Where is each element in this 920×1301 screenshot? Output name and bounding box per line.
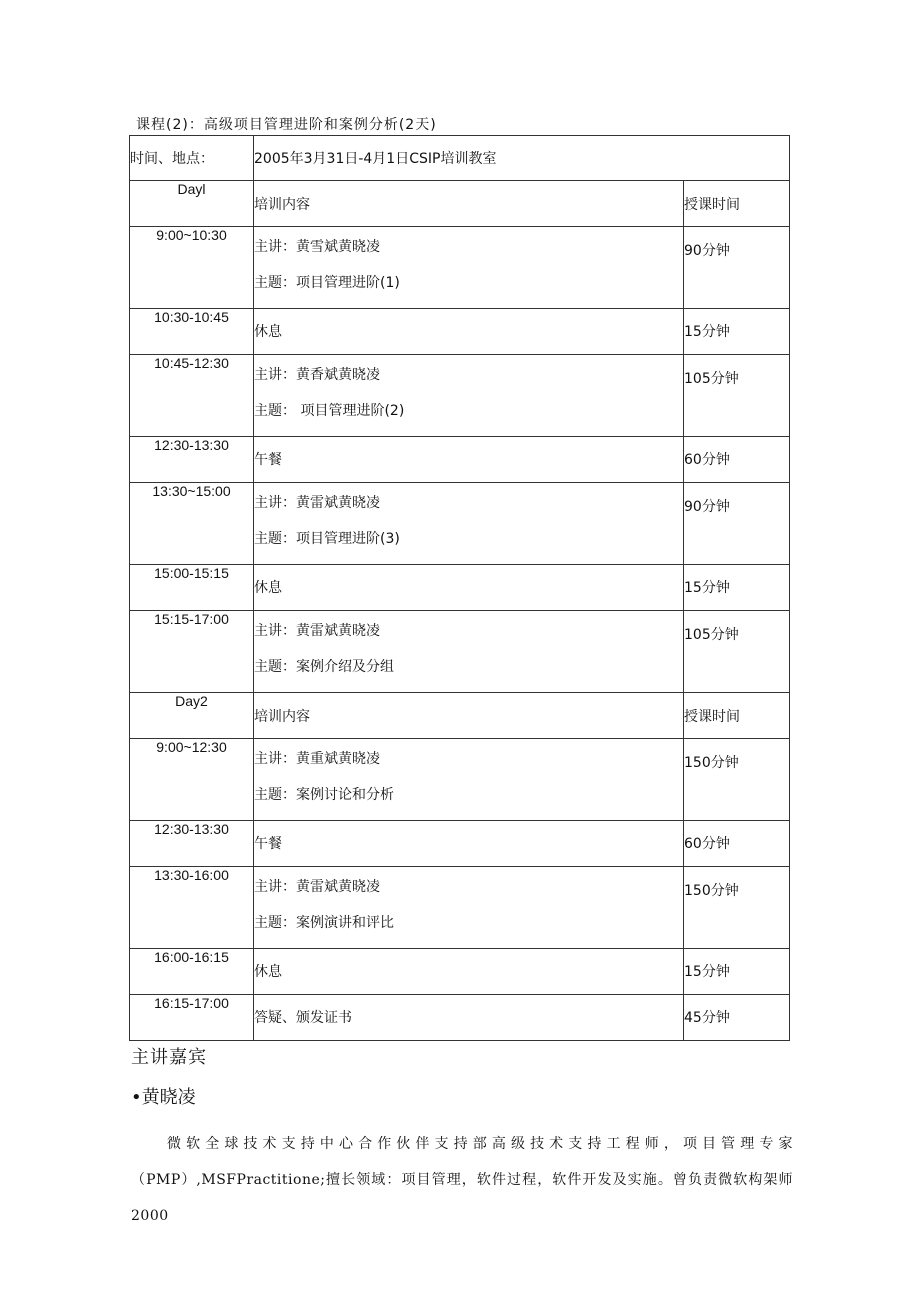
time-slot: 9:00~10:30 [130, 227, 254, 309]
section-heading: 主讲嘉宾 [131, 1047, 207, 1068]
session-content [254, 949, 684, 995]
duration-value: 90分钟 [684, 499, 730, 515]
schedule-row [130, 227, 790, 309]
duration [684, 355, 790, 437]
time-slot: 13:30-16:00 [130, 867, 254, 949]
session-line-1: 午餐 [254, 451, 282, 468]
speaker-name: •黄晓凌 [131, 1087, 196, 1108]
session-line-1: 答疑、颁发证书 [254, 1009, 352, 1026]
session-content [254, 309, 684, 355]
session-line-1: 主讲：黄香斌黄晓凌 [254, 367, 380, 383]
schedule-row [130, 565, 790, 611]
duration [684, 867, 790, 949]
content-header: 培训内容 [254, 693, 684, 739]
time-slot: 9:00~12:30 [130, 739, 254, 821]
session-line-2: 主题：案例讨论和分析 [254, 787, 394, 803]
schedule-row [130, 309, 790, 355]
location-label: 时间、地点： [130, 136, 254, 181]
time-slot: 12:30-13:30 [130, 821, 254, 867]
session-content [254, 739, 684, 821]
time-slot: 12:30-13:30 [130, 437, 254, 483]
duration-value: 15分钟 [684, 323, 730, 340]
session-content [254, 437, 684, 483]
duration [684, 483, 790, 565]
session-content [254, 867, 684, 949]
schedule-row [130, 355, 790, 437]
duration-value: 15分钟 [684, 963, 730, 980]
time-slot: 10:45-12:30 [130, 355, 254, 437]
time-slot: 10:30-10:45 [130, 309, 254, 355]
duration [684, 611, 790, 693]
duration [684, 565, 790, 611]
speaker-bio: 微软全球技术支持中心合作伙伴支持部高级技术支持工程师，项目管理专家（PMP）,MSFPractitione;擅长领域：项目管理，软件过程，软件开发及实施。曾负责微软构架师2000 [131, 1136, 793, 1224]
duration [684, 995, 790, 1041]
session-line-1: 主讲：黄雷斌黄晓凌 [254, 879, 380, 895]
session-line-1: 主讲：黄雪斌黄晓凌 [254, 239, 380, 255]
duration [684, 227, 790, 309]
session-content [254, 821, 684, 867]
duration-value: 60分钟 [684, 451, 730, 468]
schedule-row [130, 949, 790, 995]
session-line-1: 休息 [254, 579, 282, 596]
duration-header: 授课时间 [684, 693, 790, 739]
time-slot: 16:15-17:00 [130, 995, 254, 1041]
duration [684, 821, 790, 867]
location-value: 2005年3月31日-4月1日CSIP培训教室 [254, 136, 790, 181]
session-line-2: 主题：项目管理进阶(3) [254, 531, 400, 547]
duration [684, 309, 790, 355]
session-content [254, 227, 684, 309]
duration-value: 90分钟 [684, 243, 730, 259]
session-line-2: 主题：案例介绍及分组 [254, 659, 394, 675]
schedule-row [130, 867, 790, 949]
session-content [254, 483, 684, 565]
day-header-row [130, 693, 790, 739]
duration-value: 15分钟 [684, 579, 730, 596]
duration [684, 739, 790, 821]
session-line-1: 午餐 [254, 835, 282, 852]
session-line-2: 主题：案例演讲和评比 [254, 915, 394, 931]
duration-value: 150分钟 [684, 883, 739, 899]
session-line-2: 主题： 项目管理进阶(2) [254, 403, 405, 419]
time-slot: 16:00-16:15 [130, 949, 254, 995]
schedule-row [130, 483, 790, 565]
duration-value: 105分钟 [684, 627, 739, 643]
duration [684, 437, 790, 483]
session-content [254, 355, 684, 437]
schedule-row [130, 739, 790, 821]
duration-value: 60分钟 [684, 835, 730, 852]
schedule-row [130, 437, 790, 483]
schedule-table [129, 135, 790, 1041]
schedule-row [130, 611, 790, 693]
duration-value: 45分钟 [684, 1009, 730, 1026]
schedule-row [130, 995, 790, 1041]
session-line-1: 主讲：黄重斌黄晓凌 [254, 751, 380, 767]
schedule-row [130, 821, 790, 867]
day-header-row [130, 181, 790, 227]
duration-value: 105分钟 [684, 371, 739, 387]
session-line-1: 主讲：黄雷斌黄晓凌 [254, 623, 380, 639]
duration [684, 949, 790, 995]
time-slot: 15:15-17:00 [130, 611, 254, 693]
session-content [254, 611, 684, 693]
content-header: 培训内容 [254, 181, 684, 227]
session-line-1: 休息 [254, 963, 282, 980]
session-line-1: 休息 [254, 323, 282, 340]
duration-value: 150分钟 [684, 755, 739, 771]
time-slot: 15:00-15:15 [130, 565, 254, 611]
duration-header: 授课时间 [684, 181, 790, 227]
course-title: 课程(2)：高级项目管理进阶和案例分析(2天) [136, 117, 437, 133]
session-line-1: 主讲：黄雷斌黄晓凌 [254, 495, 380, 511]
day-label: Dayl [130, 181, 254, 227]
session-content [254, 995, 684, 1041]
session-content [254, 565, 684, 611]
day-label: Day2 [130, 693, 254, 739]
location-row [130, 136, 790, 181]
session-line-2: 主题：项目管理进阶(1) [254, 275, 400, 291]
time-slot: 13:30~15:00 [130, 483, 254, 565]
